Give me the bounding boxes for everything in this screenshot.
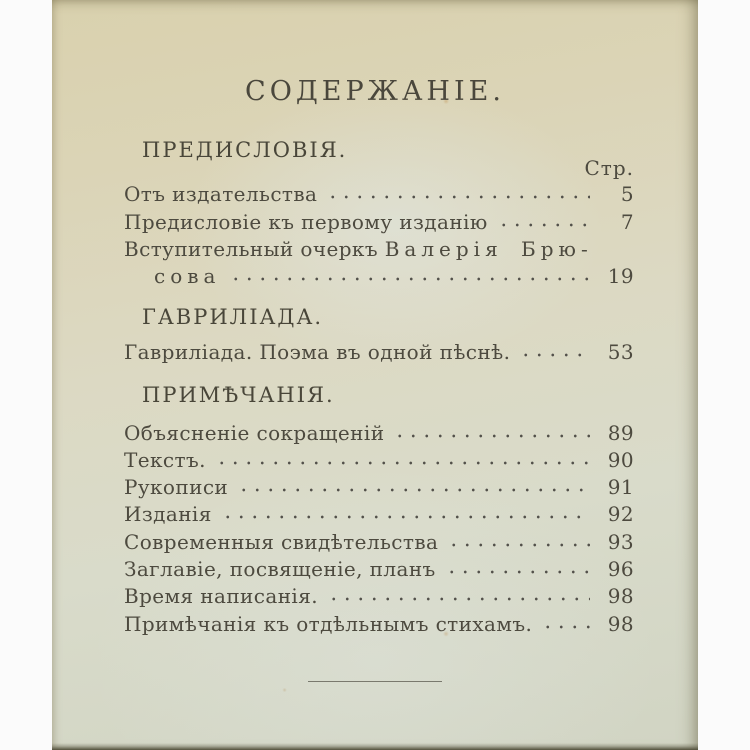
- page-number: 7: [620, 210, 634, 234]
- dot-leader: [229, 263, 590, 289]
- toc-row: [124, 236, 634, 262]
- toc-row: [124, 583, 634, 609]
- toc-entry-label: Отъ издательства: [124, 182, 318, 206]
- toc-entry-label: Вступительный очеркъ Валерія Брю-: [124, 237, 593, 261]
- section-heading-primechaniya: ПРИМѢЧАНІЯ.: [142, 383, 335, 407]
- spaced-author-name: Валерія Брю-: [384, 237, 593, 261]
- column-header-page: Стр.: [584, 156, 634, 180]
- toc-row: [124, 529, 634, 555]
- toc-entry-label: Текстъ.: [124, 448, 206, 472]
- toc-row: [124, 339, 634, 365]
- page-bottom-edge: [52, 743, 698, 750]
- toc-row: [124, 611, 634, 637]
- dot-leader: [327, 583, 590, 609]
- dot-leader: [221, 501, 590, 527]
- photo-left-margin: [0, 0, 52, 750]
- toc-row: [124, 556, 634, 582]
- dot-leader: [541, 611, 590, 637]
- separator-rule: [308, 681, 442, 682]
- dot-leader: [497, 209, 590, 235]
- toc-entry-label: Изданія: [124, 502, 212, 526]
- toc-row: [124, 263, 634, 289]
- section-heading-gavriliada: ГАВРИЛІАДА.: [142, 305, 324, 329]
- toc-entry-label: сова: [154, 264, 221, 288]
- toc-entry-label: Примѣчанія къ отдѣльнымъ стихамъ.: [124, 612, 533, 636]
- dot-leader: [445, 556, 590, 582]
- toc-entry-label: Время написанія.: [124, 584, 319, 608]
- photo-right-margin: [698, 0, 750, 750]
- toc-row: [124, 501, 634, 527]
- dot-leader: [519, 339, 590, 365]
- toc-row: [124, 420, 634, 446]
- toc-row: [124, 209, 634, 235]
- toc-entry-label: Рукописи: [124, 475, 229, 499]
- page-number: 91: [607, 475, 634, 499]
- toc-entry-label: Заглавіе, посвященіе, планъ: [124, 557, 436, 581]
- section-heading-predisloviya: ПРЕДИСЛОВІЯ.: [142, 138, 348, 162]
- dot-leader: [393, 420, 590, 446]
- page-number: 92: [607, 502, 634, 526]
- page-title: СОДЕРЖАНІЕ.: [245, 76, 505, 107]
- dot-leader: [326, 181, 590, 207]
- page-number: 96: [607, 557, 634, 581]
- toc-entry-label: Объясненіе сокращеній: [124, 421, 385, 445]
- toc-row: [124, 181, 634, 207]
- page-number: 53: [607, 340, 634, 364]
- dot-leader: [215, 447, 590, 473]
- dot-leader: [237, 474, 590, 500]
- page-number: 98: [607, 612, 634, 636]
- page-number: 98: [607, 584, 634, 608]
- toc-row: [124, 474, 634, 500]
- toc-entry-label: Современныя свидѣтельства: [124, 530, 439, 554]
- page-number: 19: [607, 264, 634, 288]
- page-number: 90: [607, 448, 634, 472]
- dot-leader: [447, 529, 590, 555]
- page-number: 89: [607, 421, 634, 445]
- toc-row: [124, 447, 634, 473]
- toc-entry-label: Предисловіе къ первому изданію: [124, 210, 488, 234]
- toc-entry-label: Гавриліада. Поэма въ одной пѣснѣ.: [124, 340, 511, 364]
- page-number: 5: [620, 182, 634, 206]
- book-page-photo: [52, 0, 698, 750]
- page-number: 93: [607, 530, 634, 554]
